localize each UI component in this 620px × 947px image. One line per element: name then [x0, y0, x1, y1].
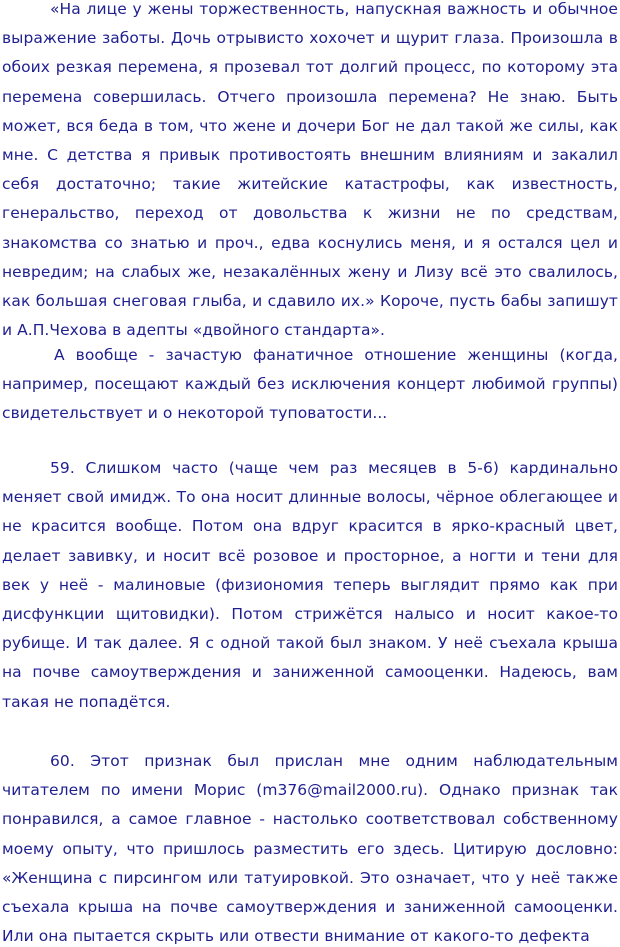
quote-continuation-paragraph: «На лице у жены торжественность, напускная важность и обычное выражение заботы. Дочь отрывисто хохочет и щурит глаза. Произошла в обоих резкая перемена, я прозевал тот долгий процесс, по которому эта перемена совершилась. Отчего произошла перемена? Не знаю. Быть может, вся беда в том, что жене и дочери Бог не дал такой же силы, как мне. С детства я привык противостоять внешним влияниям и закалил себя достаточно; такие житейские катастрофы, как известность, генеральство, переход от довольства к жизни не по средствам, знакомства со знатью и проч., едва коснулись меня, и я остался цел и невредим; на слабых же, незакалённых жену и Лизу всё это свалилось, как большая снеговая глыба, и сдавило их.» Короче, пусть бабы запишут и А.П.Чехова в адепты «двойного стандарта». [2, 0, 618, 340]
sign-59-paragraph: 59. Слишком часто (чаще чем раз месяцев в 5-6) кардинально меняет свой имидж. То она носит длинные волосы, чёрное облегающее и не красится вообще. Потом она вдруг красится в ярко-красный цвет, делает завивку, и носит всё розовое и просторное, а ногти и тени для век у неё - малиновые (физиономия теперь выглядит прямо как при дисфункции щитовидки). Потом стрижётся налысо и носит какое-то рубище. И так далее. Я с одной такой был знаком. У неё съехала крыша на почве самоутверждения и заниженной самооценки. Надеюсь, вам такая не попадётся. [2, 459, 618, 711]
sign-60-paragraph: 60. Этот признак был прислан мне одним наблюдательным читателем по имени Морис (m376@mail2000.ru). Однако признак так понравился, а самое главное - настолько соответствовал собственному моему опыту, что пришлось разместить его здесь. Цитирую дословно: «Женщина с пирсингом или татуировкой. Это означает, что у неё также съехала крыша на почве самоутверждения и заниженной самооценки. Или она пытается скрыть или отвести внимание от какого-то дефекта [2, 752, 618, 946]
in-general-paragraph: А вообще - зачастую фанатичное отношение женщины (когда, например, посещают каждый без исключения концерт любимой группы) свидетельствует и о некоторой туповатости... [2, 346, 618, 423]
